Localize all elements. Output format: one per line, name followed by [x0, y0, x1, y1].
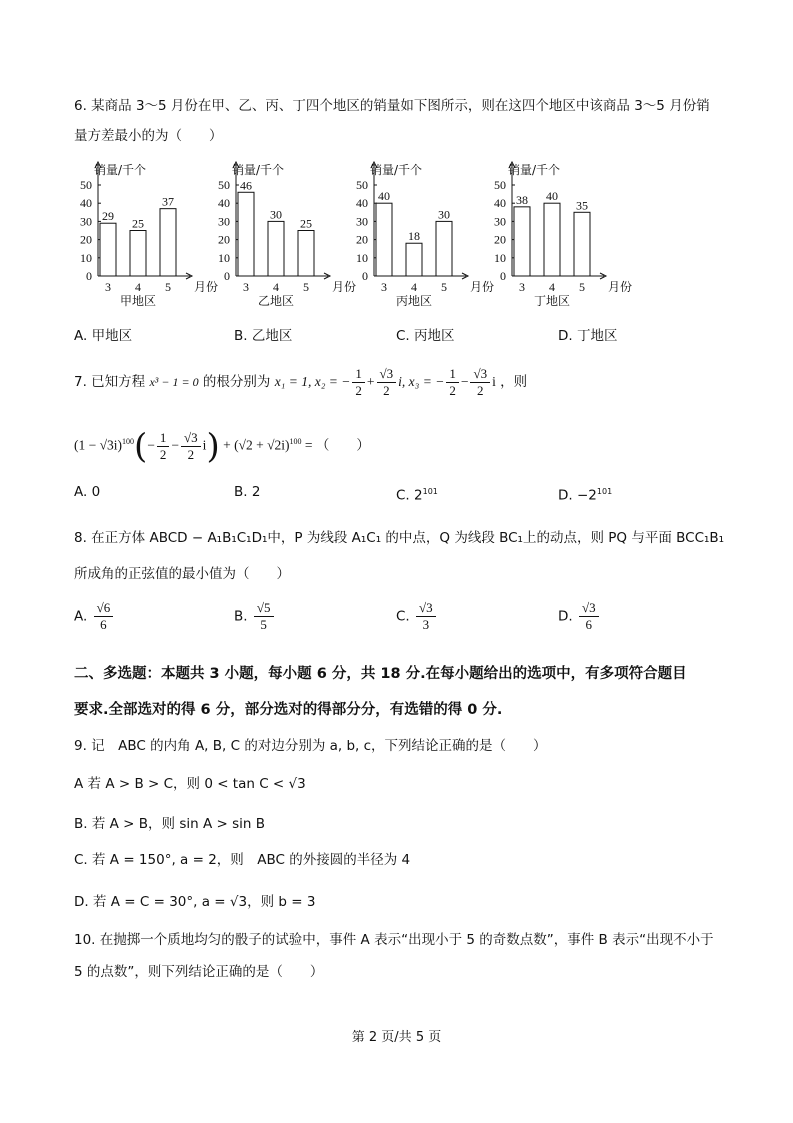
bar: [160, 209, 176, 276]
q7-frac-sqrt3-2-den: 2: [477, 382, 484, 398]
q9-stem: 9. 记 ABC 的内角 A, B, C 的对边分别为 a, b, c，下列结论正确的是（ ）: [74, 738, 547, 754]
q8-option-d-num: √3: [579, 600, 599, 617]
y-tick-label: 40: [356, 196, 368, 211]
bar-value-label: 25: [132, 216, 144, 231]
bar-chart-yi: [210, 158, 360, 318]
q7-exp-1: 100: [122, 437, 135, 446]
q7-expr-frac-half: [157, 430, 170, 463]
q7-expr-frac-half-num: 1: [157, 430, 170, 447]
q7-expr-frac-sqrt3: [181, 430, 201, 463]
y-tick-label: 20: [494, 232, 506, 247]
y-axis-label: 销量/千个: [508, 163, 561, 177]
q7-option-d-exp: 101: [596, 487, 613, 496]
q7-then: ，则: [500, 374, 528, 390]
y-tick-label: 0: [224, 269, 230, 283]
bar-value-label: 18: [408, 229, 420, 244]
x-tick-label: 4: [135, 280, 141, 294]
q10-stem-line2: 5 的点数”，则下列结论正确的是（ ）: [74, 964, 324, 980]
chart-title: 甲地区: [119, 294, 157, 308]
y-tick-label: 40: [80, 196, 92, 211]
bar: [376, 203, 392, 276]
y-tick-label: 40: [218, 196, 230, 211]
y-tick-label: 50: [494, 178, 506, 192]
bar-chart-jia: [72, 158, 222, 318]
q8-option-c[interactable]: [396, 600, 438, 633]
q8-option-d-frac: [579, 600, 599, 633]
q8-stem-line2: 所成角的正弦值的最小值为（ ）: [74, 566, 290, 582]
x-tick-label: 3: [243, 280, 249, 294]
q8-option-c-letter: C.: [396, 608, 410, 625]
q7-expr-frac-sqrt3-num: √3: [181, 430, 201, 447]
q7-frac-half-2-den: 2: [449, 382, 456, 398]
q9-option-a[interactable]: A 若 A > B > C，则 0 < tan C < √3: [74, 776, 306, 792]
bar-chart-bing: [348, 158, 498, 318]
q8-option-b-den: 5: [260, 617, 267, 632]
q9-option-b[interactable]: B. 若 A > B，则 sin A > sin B: [74, 816, 265, 832]
bar: [514, 207, 530, 276]
bar: [268, 221, 284, 276]
bar: [298, 231, 314, 277]
q7-option-c-exp: 101: [422, 487, 438, 496]
y-tick-label: 50: [80, 178, 92, 192]
x-axis-label: 月份: [194, 280, 219, 294]
chart-title: 乙地区: [257, 294, 295, 308]
q7-expr-frac-half-den: 2: [159, 446, 167, 462]
q8-option-d[interactable]: [558, 600, 601, 633]
bar-value-label: 30: [270, 207, 282, 222]
q7-expr-a: (1 − √3i): [74, 437, 123, 453]
q8-option-a-frac: [94, 600, 114, 633]
x-tick-label: 5: [165, 280, 171, 294]
chart-title: 丁地区: [533, 294, 571, 308]
q8-option-d-letter: D.: [558, 608, 573, 625]
y-tick-label: 50: [218, 178, 230, 192]
y-tick-label: 10: [356, 250, 368, 265]
q7-option-c-text: C. 2: [396, 487, 423, 504]
q8-option-b-frac: [254, 600, 274, 633]
q7-equation: x³ − 1 = 0: [149, 375, 199, 389]
q8-option-a-num: √6: [94, 600, 114, 617]
chart-title: 丙地区: [395, 294, 433, 308]
x-tick-label: 3: [381, 280, 387, 294]
q8-stem-line1: 8. 在正方体 ABCD − A₁B₁C₁D₁中，P 为线段 A₁C₁ 的中点，Q 为线段 BC₁上的动点，则 PQ 与平面 BCC₁B₁: [74, 530, 725, 546]
x-axis-label: 月份: [332, 280, 357, 294]
q7-frac-half-1-den: 2: [355, 382, 362, 398]
q8-option-c-frac: [416, 600, 436, 633]
q7-frac-sqrt3-1-num: √3: [377, 366, 397, 383]
bar-chart-ding-svg: [486, 158, 636, 318]
x-tick-label: 5: [303, 280, 309, 294]
y-tick-label: 0: [362, 269, 368, 283]
q7-frac-sqrt3-1-den: 2: [383, 382, 390, 398]
x-tick-label: 4: [411, 280, 417, 294]
q7-prefix: 7. 已知方程: [74, 374, 146, 390]
q8-option-d-den: 6: [585, 617, 593, 632]
q7-option-d-text: D. −2: [558, 487, 597, 504]
bar: [238, 192, 254, 276]
bar-chart-ding: [486, 158, 636, 318]
q9-option-c[interactable]: C. 若 A = 150°, a = 2，则 ABC 的外接圆的半径为 4: [74, 852, 411, 868]
bar-chart-yi-svg: [210, 158, 360, 318]
bar-value-label: 46: [240, 178, 252, 193]
q7-frac-half-2: [446, 366, 459, 399]
q7-option-c[interactable]: [396, 482, 438, 506]
q8-option-a-den: 6: [100, 617, 107, 632]
y-tick-label: 10: [494, 250, 506, 265]
q8-option-a-letter: A.: [74, 608, 88, 625]
bar-value-label: 40: [546, 189, 558, 204]
bar-value-label: 30: [438, 207, 450, 222]
bar-value-label: 37: [162, 194, 174, 209]
y-tick-label: 10: [80, 250, 92, 265]
q8-option-c-num: √3: [416, 600, 436, 617]
x-tick-label: 3: [105, 280, 111, 294]
q7-exp-2: 100: [289, 437, 302, 446]
y-tick-label: 30: [80, 214, 92, 229]
q8-option-b-letter: B.: [234, 608, 248, 625]
x-axis-label: 月份: [608, 280, 633, 294]
bar: [130, 231, 146, 277]
section2-heading-line1: 二、多选题：本题共 3 小题，每小题 6 分，共 18 分.在每小题给出的选项中，有多项符合题目: [74, 666, 687, 682]
q6-stem-line1: 6. 某商品 3～5 月份在甲、乙、丙、丁四个地区的销量如下图所示，则在这四个地区中该商品 3～5 月份销: [74, 98, 710, 114]
q8-option-b[interactable]: [234, 600, 276, 633]
q7-expr-i: i: [202, 437, 207, 453]
bar-value-label: 25: [300, 216, 312, 231]
q7-mid: 的根分别为: [202, 374, 271, 390]
y-tick-label: 30: [218, 214, 230, 229]
q7-option-a[interactable]: A. 0: [74, 484, 101, 500]
q7-frac-half-1-num: 1: [352, 366, 365, 383]
bar-value-label: 29: [102, 209, 114, 224]
q7-expr-frac-sqrt3-den: 2: [187, 446, 195, 462]
q9-option-d[interactable]: D. 若 A = C = 30°, a = √3，则 b = 3: [74, 894, 316, 910]
y-tick-label: 40: [494, 196, 506, 211]
q6-option-d[interactable]: D. 丁地区: [558, 328, 618, 344]
q7-option-d[interactable]: [558, 482, 612, 506]
q7-frac-half-2-num: 1: [446, 366, 459, 383]
q6-option-b[interactable]: B. 乙地区: [234, 328, 293, 344]
y-tick-label: 20: [356, 232, 368, 247]
x-axis-label: 月份: [470, 280, 495, 294]
q7-expression: $(1 - √3i)^{100}(-$ $\frac{1}{2}$ − $\frac{√3}{2}$ $i) + (√2 + √2i)^{100}$ = （ ）: [74, 426, 370, 467]
q7-frac-half-1: [352, 366, 365, 399]
q7-i-end: i: [492, 374, 496, 389]
q7-roots-a: x₁ = 1, x₂ = −: [274, 374, 351, 389]
y-tick-label: 20: [80, 232, 92, 247]
q8-option-b-num: √5: [254, 600, 274, 617]
q8-option-c-den: 3: [422, 617, 430, 632]
y-tick-label: 30: [356, 214, 368, 229]
y-tick-label: 50: [356, 178, 368, 192]
page-footer: 第 2 页/共 5 页: [351, 1030, 442, 1045]
q6-option-a[interactable]: A. 甲地区: [74, 328, 133, 344]
q7-i-sep: i, x₃ = −: [398, 374, 445, 389]
x-tick-label: 5: [441, 280, 447, 294]
q10-stem-line1: 10. 在抛掷一个质地均匀的骰子的试验中，事件 A 表示“出现小于 5 的奇数点数”，事件 B 表示“出现不小于: [74, 932, 714, 948]
x-tick-label: 4: [273, 280, 279, 294]
y-tick-label: 30: [494, 214, 506, 229]
x-tick-label: 4: [549, 280, 555, 294]
x-tick-label: 3: [519, 280, 525, 294]
y-tick-label: 10: [218, 250, 230, 265]
q7-frac-sqrt3-1: [377, 366, 397, 399]
section2-heading-line2: 要求.全部选对的得 6 分，部分选对的得部分分，有选错的得 0 分.: [74, 702, 503, 718]
q8-option-a[interactable]: [74, 600, 115, 633]
y-axis-label: 销量/千个: [370, 163, 423, 177]
q7-frac-sqrt3-2: [470, 366, 490, 399]
bar: [574, 212, 590, 276]
q7-frac-sqrt3-2-num: √3: [470, 366, 490, 383]
y-axis-label: 销量/千个: [232, 163, 285, 177]
q7-stem-line1: 7. 已知方程 x³ − 1 = 0 的根分别为 x₁ = 1, x₂ = − $\frac{1}{2}$ + $\frac{√3}{2}$ i, x₃ = − $\frac{1}{2}$ − $\frac{√3}{2}$ i ，则: [74, 365, 528, 398]
bar: [100, 223, 116, 276]
q7-option-b[interactable]: B. 2: [234, 484, 261, 500]
q7-minus: −: [460, 374, 469, 389]
bar-chart-bing-svg: [348, 158, 498, 318]
q6-option-c[interactable]: C. 丙地区: [396, 328, 455, 344]
q6-stem-line2: 量方差最小的为（ ）: [74, 128, 223, 144]
bar: [544, 203, 560, 276]
bar: [436, 221, 452, 276]
bar-value-label: 38: [516, 192, 528, 207]
y-tick-label: 20: [218, 232, 230, 247]
bar-chart-jia-svg: [72, 158, 222, 318]
bar-value-label: 35: [576, 198, 588, 213]
q7-expr-b: + (√2 + √2i): [223, 437, 290, 453]
q7-eq-blank: = （ ）: [304, 437, 370, 453]
bar: [406, 243, 422, 276]
bar-value-label: 40: [378, 189, 390, 204]
x-tick-label: 5: [579, 280, 585, 294]
y-tick-label: 0: [86, 269, 92, 283]
y-tick-label: 0: [500, 269, 506, 283]
y-axis-label: 销量/千个: [94, 163, 147, 177]
